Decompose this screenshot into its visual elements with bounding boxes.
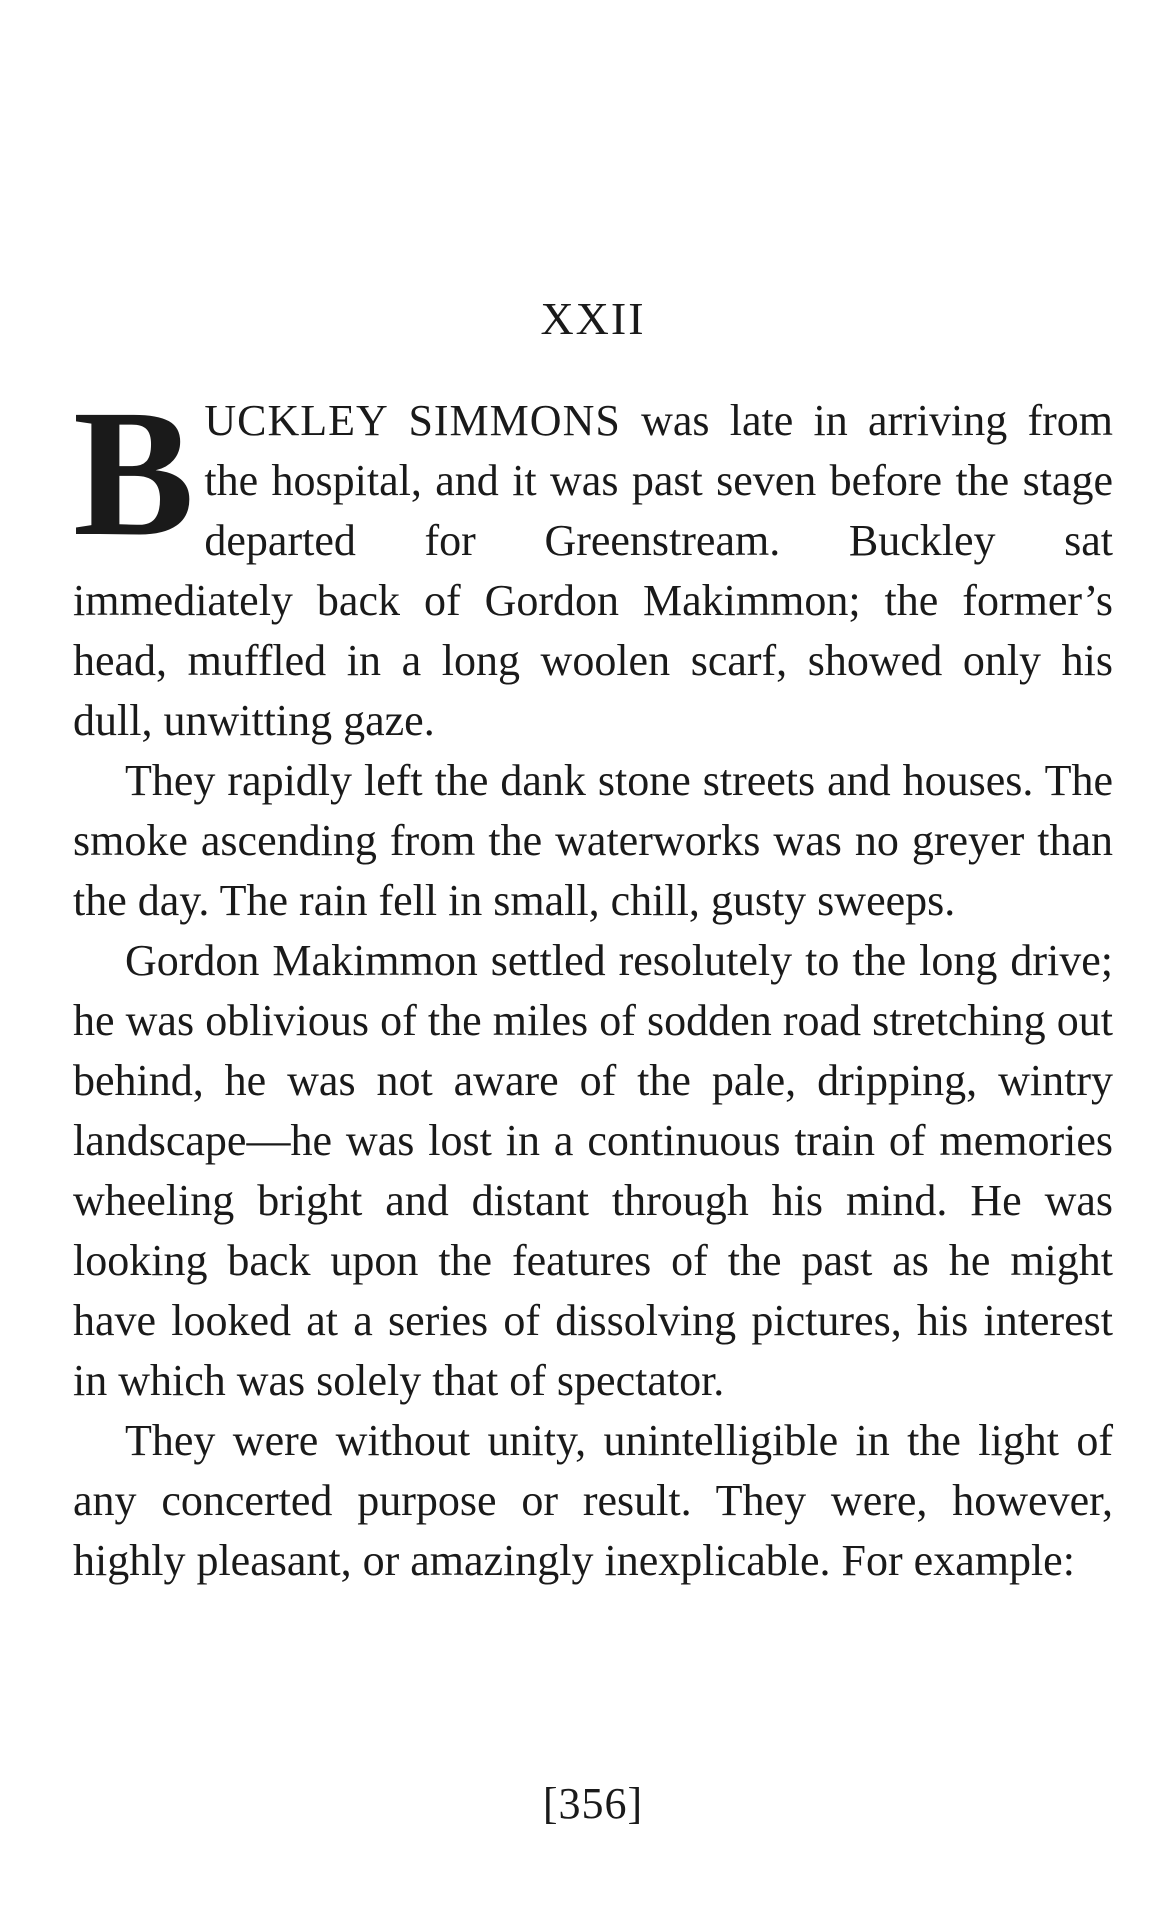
lead-caps: UCKLEY SIMMONS — [204, 396, 621, 445]
paragraph-1-text: was late in arriving from the hospital, and it was past seven before the stage departed for Greenstream. Buckley sat immediately back of Gordon Makimmon; the former’s head, muffled in a long woolen scarf, showed only his dull, unwitting gaze. — [73, 396, 1114, 745]
book-page — [73, 0, 1113, 1918]
paragraph-4: They were without unity, unintelligible in the light of any concerted purpose or result. They were, however, highly pleasant, or amazingly inexplicable. For example: — [73, 1416, 1113, 1585]
drop-cap: B — [73, 373, 195, 574]
paragraph-2: They rapidly left the dank stone streets and houses. The smoke ascending from the waterworks was no greyer than the day. The rain fell in small, chill, gusty sweeps. — [73, 756, 1113, 925]
paragraph-1 — [73, 373, 1114, 751]
page-number: [356] — [542, 1779, 644, 1828]
chapter-number: XXII — [540, 293, 646, 344]
body-text — [73, 373, 1114, 1591]
paragraph-3: Gordon Makimmon settled resolutely to the long drive; he was oblivious of the miles of sodden road stretching out behind, he was not aware of the pale, dripping, wintry landscape—he was lost in a continuous train of memories wheeling bright and distant through his mind. He was looking back upon the features of the past as he might have looked at a series of dissolving pictures, his interest in which was solely that of spectator. — [73, 936, 1113, 1405]
